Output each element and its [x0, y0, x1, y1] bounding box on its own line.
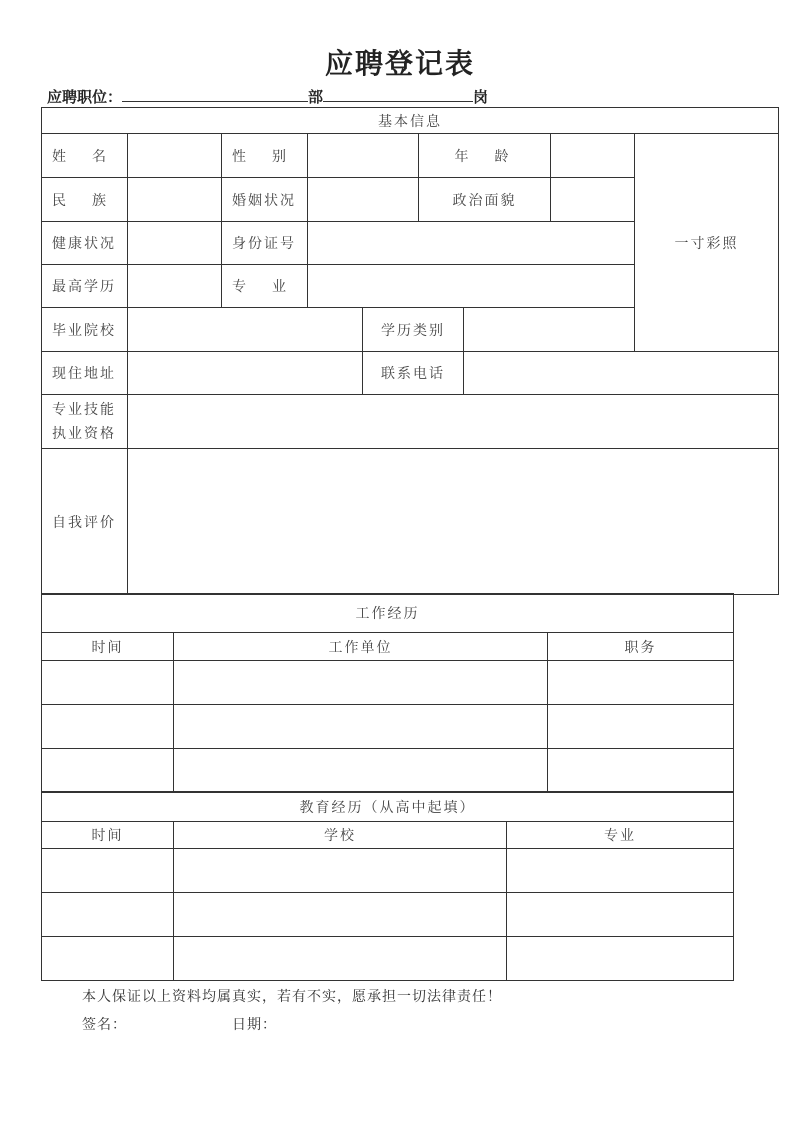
- ethnicity-field[interactable]: [128, 178, 222, 222]
- edu-time-field[interactable]: [42, 937, 174, 981]
- date-label: 日期：: [232, 1017, 277, 1033]
- education-header: 教育经历（从高中起填）: [42, 792, 734, 822]
- skills-label: [42, 395, 128, 449]
- marital-field[interactable]: [308, 178, 419, 222]
- edu-major-field[interactable]: [507, 849, 734, 893]
- self-eval-field[interactable]: [128, 449, 779, 595]
- education-field[interactable]: [128, 265, 222, 308]
- age-label: 年 龄: [419, 134, 551, 178]
- address-field[interactable]: [128, 352, 363, 395]
- work-title-field[interactable]: [548, 661, 734, 705]
- major-label: 专 业: [222, 265, 308, 308]
- post-suffix: 岗: [473, 88, 489, 106]
- photo-box[interactable]: 一寸彩照: [635, 134, 779, 352]
- id-number-label: 身份证号: [222, 222, 308, 265]
- signature-label: 签名：: [82, 1017, 127, 1033]
- skills-field[interactable]: [128, 395, 779, 449]
- edu-time-field[interactable]: [42, 849, 174, 893]
- table-row: [42, 937, 734, 981]
- work-title-field[interactable]: [548, 705, 734, 749]
- position-label: 应聘职位：: [47, 88, 123, 106]
- marital-label: 婚姻状况: [222, 178, 308, 222]
- name-label: 姓 名: [42, 134, 128, 178]
- edu-type-label: 学历类别: [363, 308, 464, 352]
- work-company-field[interactable]: [174, 661, 548, 705]
- political-field[interactable]: [551, 178, 635, 222]
- political-label: 政治面貌: [419, 178, 551, 222]
- department-blank[interactable]: [122, 87, 308, 102]
- edu-school-field[interactable]: [174, 849, 507, 893]
- gender-label: 性 别: [222, 134, 308, 178]
- school-field[interactable]: [128, 308, 363, 352]
- id-number-field[interactable]: [308, 222, 635, 265]
- major-field[interactable]: [308, 265, 635, 308]
- signature-line: [82, 1014, 277, 1034]
- work-experience-header: 工作经历: [42, 594, 734, 633]
- ethnicity-label: 民 族: [42, 178, 128, 222]
- phone-label: 联系电话: [363, 352, 464, 395]
- declaration: 本人保证以上资料均属真实，若有不实，愿承担一切法律责任！: [82, 989, 502, 1005]
- edu-col-major: 专业: [507, 822, 734, 849]
- education-table: [41, 791, 734, 981]
- school-label: 毕业院校: [42, 308, 128, 352]
- address-label: 现住地址: [42, 352, 128, 395]
- gender-field[interactable]: [308, 134, 419, 178]
- position-line: [47, 86, 488, 107]
- name-field[interactable]: [128, 134, 222, 178]
- edu-col-time: 时间: [42, 822, 174, 849]
- table-row: [42, 849, 734, 893]
- edu-school-field[interactable]: [174, 893, 507, 937]
- table-row: [42, 661, 734, 705]
- edu-type-field[interactable]: [464, 308, 635, 352]
- table-row: [42, 893, 734, 937]
- phone-field[interactable]: [464, 352, 779, 395]
- basic-info-table: [41, 107, 779, 595]
- skills-label-line2: 执业资格: [52, 425, 116, 442]
- edu-major-field[interactable]: [507, 937, 734, 981]
- work-company-field[interactable]: [174, 749, 548, 793]
- work-col-company: 工作单位: [174, 633, 548, 661]
- table-row: [42, 705, 734, 749]
- work-col-time: 时间: [42, 633, 174, 661]
- health-label: 健康状况: [42, 222, 128, 265]
- self-eval-label: 自我评价: [42, 449, 128, 595]
- skills-label-line1: 专业技能: [52, 401, 116, 418]
- form-title: 应聘登记表: [324, 47, 475, 80]
- table-row: [42, 749, 734, 793]
- work-time-field[interactable]: [42, 661, 174, 705]
- work-company-field[interactable]: [174, 705, 548, 749]
- edu-time-field[interactable]: [42, 893, 174, 937]
- work-time-field[interactable]: [42, 749, 174, 793]
- work-title-field[interactable]: [548, 749, 734, 793]
- post-blank[interactable]: [323, 87, 473, 102]
- work-experience-table: [41, 593, 734, 793]
- age-field[interactable]: [551, 134, 635, 178]
- basic-info-header: 基本信息: [42, 108, 779, 134]
- education-label: 最高学历: [42, 265, 128, 308]
- work-col-title: 职务: [548, 633, 734, 661]
- edu-school-field[interactable]: [174, 937, 507, 981]
- edu-col-school: 学校: [174, 822, 507, 849]
- work-time-field[interactable]: [42, 705, 174, 749]
- department-suffix: 部: [308, 88, 324, 106]
- health-field[interactable]: [128, 222, 222, 265]
- edu-major-field[interactable]: [507, 893, 734, 937]
